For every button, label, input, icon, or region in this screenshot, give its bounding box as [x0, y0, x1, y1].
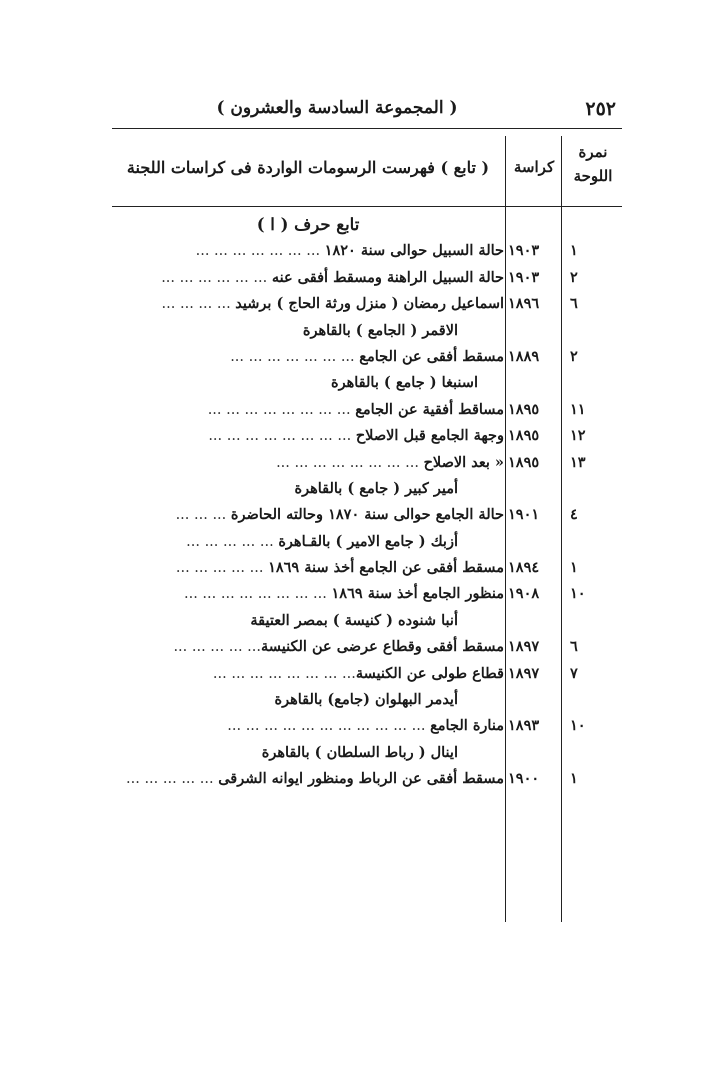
plate-number: ١١	[570, 400, 586, 418]
entry-description	[112, 634, 504, 660]
folder-year: ١٨٩٥	[508, 427, 540, 445]
table-row	[112, 661, 622, 687]
table-row	[112, 555, 622, 581]
folder-year: ١٨٨٩	[508, 347, 540, 365]
entry-description	[112, 555, 504, 581]
table-row	[112, 397, 622, 423]
leader-dots: ... ... ... ...	[161, 296, 236, 313]
plate-number: ٢	[570, 347, 578, 365]
entry-text: اينال ( رباط السلطان ) بالقاهرة	[261, 743, 458, 761]
entry-description	[112, 687, 504, 713]
entry-description	[112, 661, 504, 687]
plate-number: ٦	[570, 295, 578, 313]
table-row	[112, 687, 622, 713]
leader-dots: ... ... ... ... ... ...	[161, 269, 272, 286]
entry-text: أيدمر البهلوان (جامع) بالقاهرة	[274, 691, 458, 709]
folder-year: ١٩٠٠	[508, 770, 540, 788]
entry-text: « بعد الاصلاح	[423, 453, 504, 471]
plate-number: ١	[570, 242, 578, 260]
section-heading	[112, 212, 622, 238]
entry-text: حالة السبيل الراهنة ومسقط أفقى عنه	[271, 268, 504, 286]
entry-description	[112, 423, 504, 449]
table-row	[112, 370, 622, 396]
entry-description	[112, 212, 504, 238]
leader-dots: ... ... ... ... ... ... ... ...	[208, 428, 356, 445]
leader-dots: ... ... ... ... ... ... ... ...	[212, 665, 356, 682]
entry-text: أمير كبير ( جامع ) بالقاهرة	[294, 479, 458, 497]
plate-number: ١٢	[570, 427, 586, 445]
table-rows	[112, 212, 622, 793]
entry-description	[112, 450, 504, 476]
folder-column-header: كراسة	[513, 158, 555, 176]
table-row	[112, 476, 622, 502]
folder-year: ١٨٩٣	[508, 717, 540, 735]
plate-number: ٦	[570, 638, 578, 656]
leader-dots: ... ... ... ... ... ... ... ... ... ... ...	[227, 718, 431, 735]
folder-year: ١٨٩٤	[508, 559, 540, 577]
table-row	[112, 529, 622, 555]
entry-description	[112, 370, 504, 396]
leader-dots: ... ... ... ... ...	[186, 533, 279, 550]
entry-text: حالة السبيل حوالى سنة ١٨٢٠	[324, 242, 504, 260]
header-rule	[112, 206, 622, 207]
entry-description	[112, 766, 504, 792]
folder-year: ١٨٩٧	[508, 664, 540, 682]
entry-description	[112, 265, 504, 291]
folder-year: ١٨٩٧	[508, 638, 540, 656]
leader-dots: ... ... ... ... ... ... ...	[195, 243, 325, 260]
entry-text: مسقط أفقى عن الرباط ومنظور ايوانه الشرقى	[218, 770, 504, 788]
entry-description	[112, 740, 504, 766]
running-title: ( المجموعة السادسة والعشرون )	[216, 98, 458, 118]
table-row	[112, 238, 622, 264]
leader-dots: ... ... ... ... ... ... ... ...	[276, 454, 424, 471]
entry-text: حالة الجامع حوالى سنة ١٨٧٠ وحالته الحاضرة	[230, 506, 504, 524]
page-number: ٢٥٢	[585, 98, 616, 120]
leader-dots: ... ... ... ... ...	[173, 639, 262, 656]
leader-dots: ... ... ... ... ... ... ... ...	[184, 586, 332, 603]
entry-description	[112, 344, 504, 370]
plate-number: ١٠	[570, 717, 586, 735]
entry-text: تابع حرف ( ا )	[256, 215, 360, 234]
leader-dots: ... ... ... ... ...	[126, 771, 219, 788]
folder-year: ١٩٠١	[508, 506, 540, 524]
plate-number: ١٣	[570, 453, 586, 471]
table-row	[112, 766, 622, 792]
entry-description	[112, 318, 504, 344]
entry-description	[112, 397, 504, 423]
entry-description	[112, 529, 504, 555]
leader-dots: ... ... ...	[175, 507, 231, 524]
table-row	[112, 581, 622, 607]
entry-description	[112, 238, 504, 264]
folder-year: ١٨٩٥	[508, 400, 540, 418]
entry-description	[112, 608, 504, 634]
table-row	[112, 265, 622, 291]
entry-description	[112, 502, 504, 528]
entry-text: مساقط أفقية عن الجامع	[355, 400, 504, 418]
entry-text: مسقط أفقى وقطاع عرضى عن الكنيسة	[261, 638, 504, 656]
entry-text: اسماعيل رمضان ( منزل ورثة الحاج ) برشيد	[235, 295, 504, 313]
table-row	[112, 344, 622, 370]
table-title: ( تابع ) فهرست الرسومات الواردة فى كراسات اللجنة	[126, 158, 490, 177]
entry-text: منظور الجامع أخذ سنة ١٨٦٩	[331, 585, 504, 603]
table-row	[112, 608, 622, 634]
entry-description	[112, 476, 504, 502]
table-row	[112, 423, 622, 449]
entry-text: الاقمر ( الجامع ) بالقاهرة	[302, 321, 458, 339]
folder-year: ١٩٠٣	[508, 268, 540, 286]
running-head	[112, 92, 622, 129]
plate-column-header: نمرة اللوحة	[573, 143, 613, 185]
plate-number: ١٠	[570, 585, 586, 603]
folder-year: ١٨٩٦	[508, 295, 540, 313]
entry-text: أنبا شنوده ( كنيسة ) بمصر العتيقة	[250, 611, 458, 629]
table-row	[112, 740, 622, 766]
entry-text: أزبك ( جامع الامير ) بالقـاهرة	[278, 532, 458, 550]
folder-year: ١٨٩٥	[508, 453, 540, 471]
leader-dots: ... ... ... ... ... ... ...	[230, 348, 360, 365]
entry-description	[112, 713, 504, 739]
entry-text: مسقط أفقى عن الجامع	[359, 347, 504, 365]
entry-text: منارة الجامع	[430, 717, 504, 735]
entry-text: قطاع طولى عن الكنيسة	[355, 664, 504, 682]
table-row	[112, 713, 622, 739]
table-row	[112, 318, 622, 344]
entry-text: اسنبغا ( جامع ) بالقاهرة	[331, 374, 478, 392]
entry-text: مسقط أفقى عن الجامع أخذ سنة ١٨٦٩	[268, 559, 504, 577]
plate-number: ٤	[570, 506, 578, 524]
table-row	[112, 634, 622, 660]
leader-dots: ... ... ... ... ...	[175, 560, 269, 577]
folder-year: ١٩٠٣	[508, 242, 540, 260]
table-row	[112, 502, 622, 528]
plate-number: ١	[570, 559, 578, 577]
entry-text: وجهة الجامع قبل الاصلاح	[355, 427, 504, 445]
plate-number: ٢	[570, 268, 578, 286]
plate-number: ١	[570, 770, 578, 788]
leader-dots: ... ... ... ... ... ... ... ...	[207, 401, 356, 418]
table-row	[112, 291, 622, 317]
plate-number: ٧	[570, 664, 578, 682]
entry-description	[112, 291, 504, 317]
index-table	[112, 136, 622, 922]
folder-year: ١٩٠٨	[508, 585, 540, 603]
table-row	[112, 450, 622, 476]
entry-description	[112, 581, 504, 607]
